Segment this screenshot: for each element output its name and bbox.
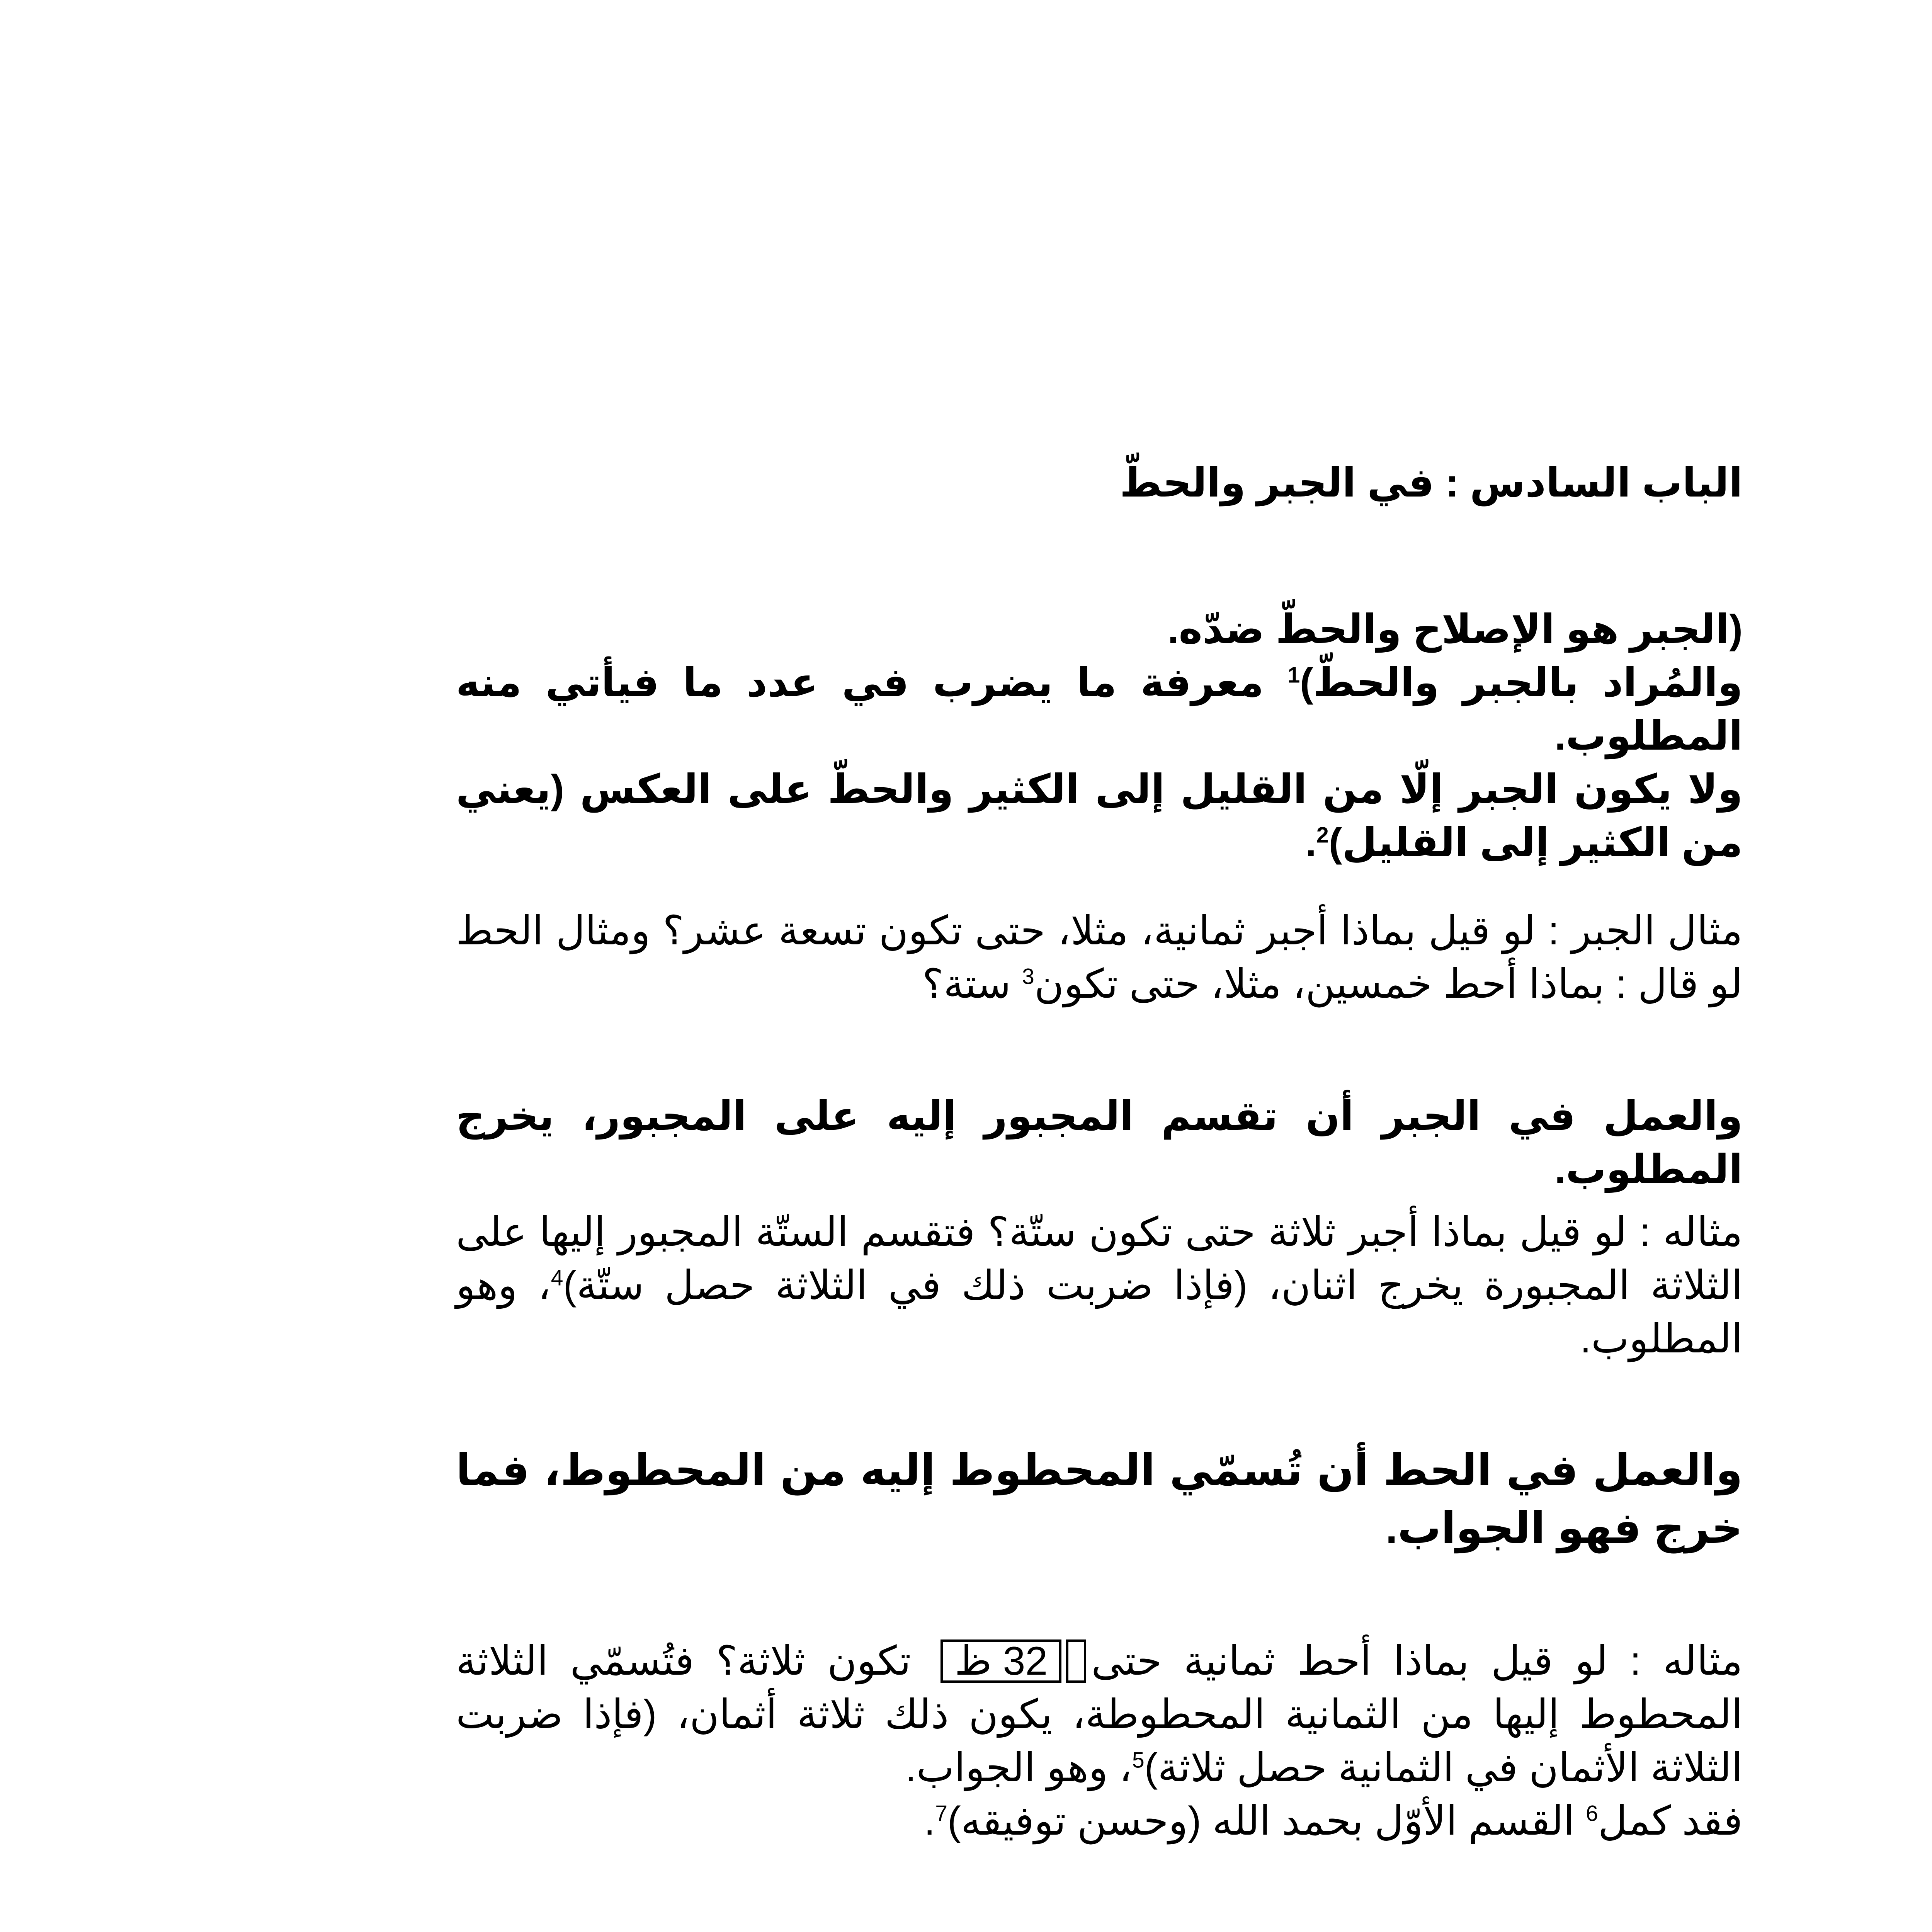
paragraph-text: ، وهو الجواب. bbox=[905, 1745, 1132, 1790]
jabr-rule: والعمل في الجبر أن تقسم المجبور إليه على المجبور، يخرج المطلوب. bbox=[456, 1094, 1743, 1192]
folio-marker bbox=[940, 1639, 1061, 1683]
paragraph-text: مثال الجبر : لو قيل بماذا أجبر ثمانية، مثلا، حتى تكون تسعة عشر؟ ومثال الحط لو قال : بماذا أحط خمسين، مثلا، حتى تكون bbox=[456, 908, 1743, 1007]
definition-text: ولا يكون الجبر إلّا من القليل إلى الكثير والحطّ على العكس (يعني من الكثير إلى القليل) bbox=[456, 767, 1743, 865]
footnote-ref[interactable]: 4 bbox=[551, 1265, 563, 1291]
chapter-heading: الباب السادس : في الجبر والحطّ bbox=[1119, 461, 1743, 505]
paragraph-text: تكون ثلاثة؟ فتُسمّي الثلاثة المحطوط إليها من الثمانية المحطوطة، يكون ذلك ثلاثة أثمان، (فإذا ضربت الثلاثة الأثمان في الثمانية حصل ثلاثة) bbox=[456, 1639, 1743, 1790]
footnote-ref[interactable]: 3 bbox=[1022, 964, 1034, 989]
example-hatt-paragraph bbox=[456, 1634, 1743, 1848]
paragraph-text: مثاله : لو قيل بماذا أحط ثمانية حتى bbox=[1091, 1639, 1743, 1684]
paragraph-text: ، وهو المطلوب. bbox=[456, 1263, 1743, 1361]
example-jabr-paragraph bbox=[456, 1206, 1743, 1366]
closing-line bbox=[456, 1794, 1743, 1848]
paragraph-text: فقد كمل bbox=[1598, 1799, 1743, 1844]
definition-block bbox=[456, 603, 1743, 869]
definition-text: . bbox=[1305, 820, 1316, 865]
definition-line-3 bbox=[456, 763, 1743, 869]
paragraph-text: القسم الأوّل بحمد الله (وحسن توفيقه) bbox=[947, 1799, 1586, 1844]
definition-text: والمُراد بالجبر والحطّ) bbox=[1300, 660, 1743, 705]
paragraph-text: مثاله : لو قيل بماذا أجبر ثلاثة حتى تكون ستّة؟ فتقسم الستّة المجبور إليها على الثلاثة المجبورة يخرج اثنان، (فإذا ضربت ذلك في الثلاثة حصل ستّة) bbox=[456, 1210, 1743, 1308]
footnote-ref[interactable]: 2 bbox=[1316, 823, 1329, 848]
footnote-ref[interactable]: 5 bbox=[1132, 1748, 1145, 1773]
footnote-ref[interactable]: 6 bbox=[1585, 1801, 1598, 1826]
hatt-rule: والعمل في الحط أن تُسمّي المحطوط إليه من المحطوط، فما خرج فهو الجواب. bbox=[456, 1446, 1743, 1552]
footnote-ref[interactable]: 7 bbox=[935, 1801, 947, 1826]
definition-line-2 bbox=[456, 656, 1743, 763]
folio-box-edge bbox=[1066, 1639, 1086, 1683]
document-page bbox=[456, 0, 1743, 1932]
definition-text: معرفة ما يضرب في عدد ما فيأتي منه المطلوب. bbox=[456, 660, 1743, 759]
footnote-ref[interactable]: 1 bbox=[1287, 663, 1300, 688]
paragraph-text: . bbox=[924, 1799, 935, 1844]
folio-label: 32 ظ bbox=[954, 1639, 1048, 1684]
paragraph-text: ستة؟ bbox=[922, 962, 1022, 1007]
example-jabr-hatt-paragraph bbox=[456, 904, 1743, 1011]
definition-line-1: (الجبر هو الإصلاح والحطّ ضدّه. bbox=[1167, 607, 1743, 652]
